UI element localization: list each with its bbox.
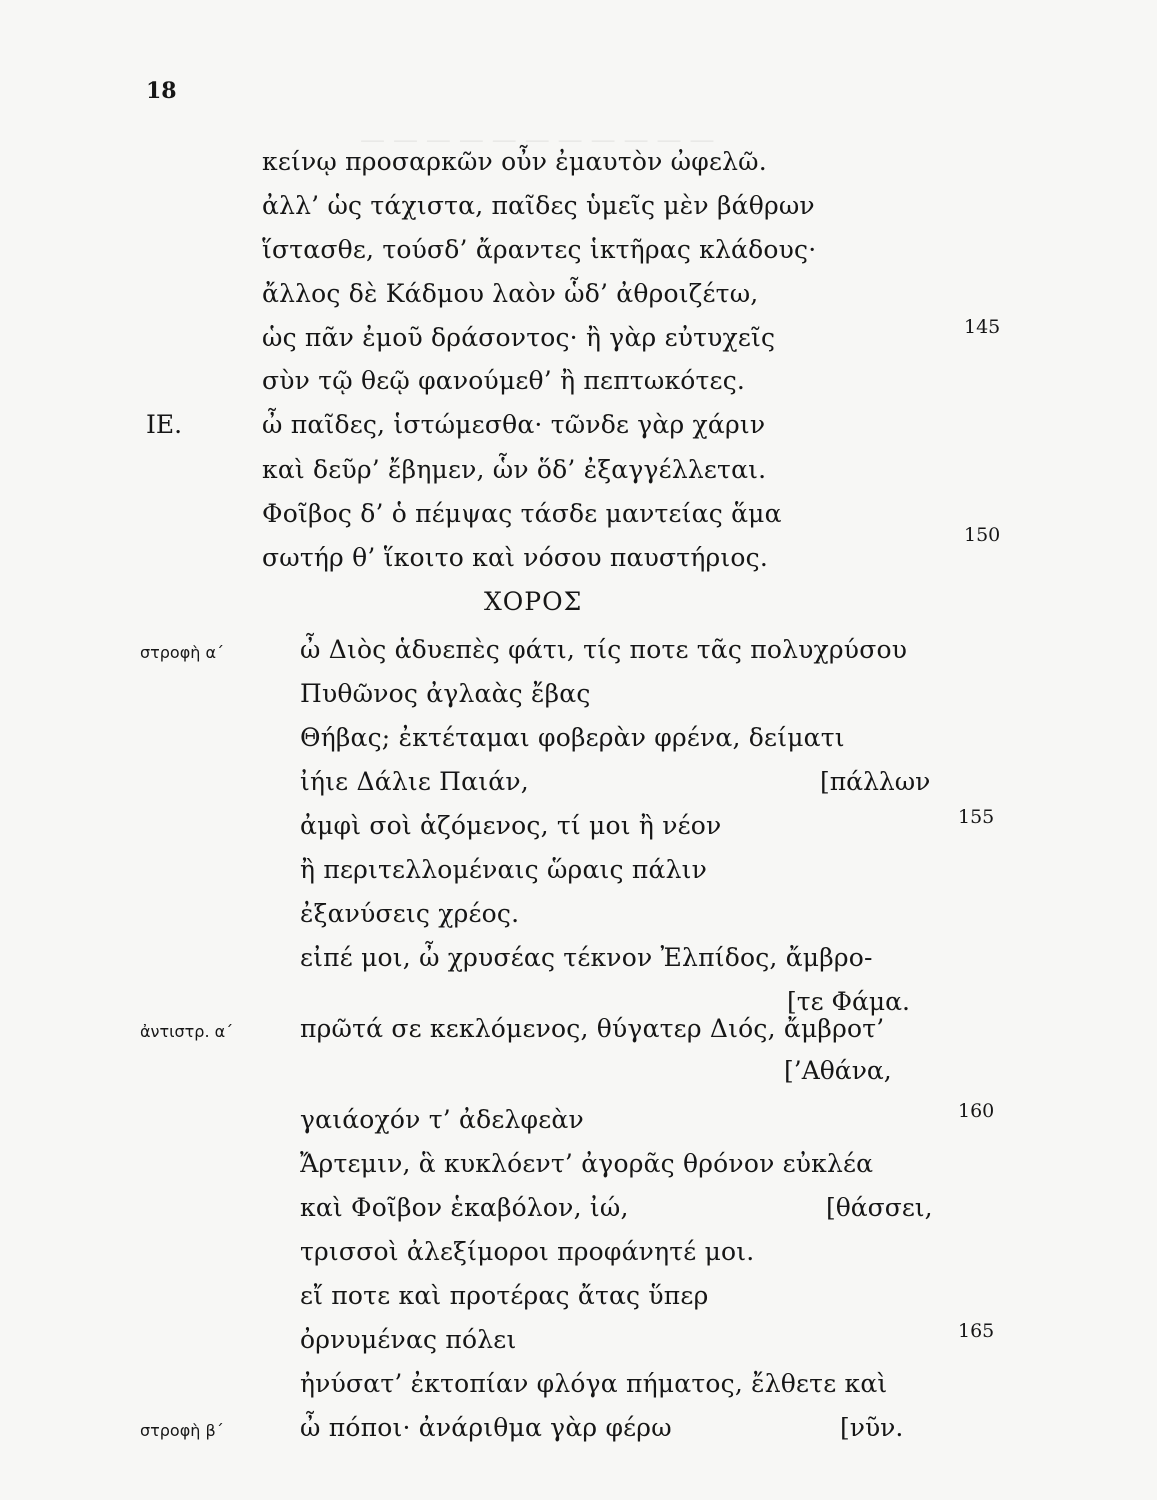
page-number: 18 xyxy=(146,78,177,104)
verse-line: καὶ Φοῖβον ἑκαβόλον, ἰώ, xyxy=(300,1193,629,1222)
verse-line: ἵστασθε, τούσδ’ ἄραντες ἱκτῆρας κλάδους· xyxy=(262,235,817,264)
line-continuation: [πάλλων xyxy=(820,767,931,796)
verse-line: εἰπέ μοι, ὦ χρυσέας τέκνον Ἐλπίδος, ἄμβρο- xyxy=(300,943,873,972)
verse-line: ὦ παῖδες, ἱστώμεσθα· τῶνδε γὰρ χάριν xyxy=(262,410,766,439)
line-continuation: [’Αθάνα, xyxy=(784,1056,892,1085)
line-continuation: [θάσσει, xyxy=(826,1193,933,1222)
verse-line: ἢ περιτελλομέναις ὥραις πάλιν xyxy=(300,855,708,884)
verse-line: σὺν τῷ θεῷ φανούμεθ’ ἢ πεπτωκότες. xyxy=(262,366,746,395)
bleed-through-text: — — — — — — — — — — — xyxy=(360,125,715,154)
verse-line: Θήβας; ἐκτέταμαι φοβερὰν φρένα, δείματι xyxy=(300,723,845,752)
verse-line: Πυθῶνος ἀγλαὰς ἔβας xyxy=(300,679,591,708)
line-number: 165 xyxy=(958,1320,995,1342)
verse-line: τρισσοὶ ἀλεξίμοροι προφάνητέ μοι. xyxy=(300,1237,755,1266)
verse-line: ὡς πᾶν ἐμοῦ δράσοντος· ἢ γὰρ εὐτυχεῖς xyxy=(262,323,776,352)
strophe-label: ἀντιστρ. α΄ xyxy=(140,1022,234,1041)
verse-line: ἄλλος δὲ Κάδμου λαὸν ὧδ’ ἀθροιζέτω, xyxy=(262,279,759,308)
verse-line: ἠνύσατ’ ἐκτοπίαν φλόγα πήματος, ἔλθετε καὶ xyxy=(300,1369,888,1398)
verse-line: Ἄρτεμιν, ἃ κυκλόεντ’ ἀγορᾶς θρόνον εὐκλέα xyxy=(300,1149,874,1178)
chorus-heading: ΧΟΡΟΣ xyxy=(484,587,583,616)
verse-line: Φοῖβος δ’ ὁ πέμψας τάσδε μαντείας ἅμα xyxy=(262,499,782,528)
line-number: 155 xyxy=(958,806,995,828)
verse-line: ἰήιε Δάλιε Παιάν, xyxy=(300,767,529,796)
verse-line: καὶ δεῦρ’ ἔβημεν, ὧν ὅδ’ ἐξαγγέλλεται. xyxy=(262,455,767,484)
strophe-label: στροφὴ β΄ xyxy=(140,1421,224,1440)
verse-line: κείνῳ προσαρκῶν οὖν ἐμαυτὸν ὠφελῶ. xyxy=(262,147,767,176)
line-number: 150 xyxy=(964,524,1001,546)
verse-line: ἀμφὶ σοὶ ἁζόμενος, τί μοι ἢ νέον xyxy=(300,811,722,840)
line-number: 145 xyxy=(964,316,1001,338)
verse-line: πρῶτά σε κεκλόμενος, θύγατερ Διός, ἄμβροτ’ xyxy=(300,1014,885,1043)
verse-line: ἀλλ’ ὡς τάχιστα, παῖδες ὑμεῖς μὲν βάθρων xyxy=(262,191,815,220)
verse-line: εἴ ποτε καὶ προτέρας ἄτας ὕπερ xyxy=(300,1281,709,1310)
line-number: 160 xyxy=(958,1100,995,1122)
verse-line: ὦ πόποι· ἀνάριθμα γὰρ φέρω xyxy=(300,1413,672,1442)
verse-line: γαιάοχόν τ’ ἀδελφεὰν xyxy=(300,1105,584,1134)
line-continuation: [τε Φάμα. xyxy=(787,987,910,1016)
line-continuation: [νῦν. xyxy=(840,1413,904,1442)
verse-line: ἐξανύσεις χρέος. xyxy=(300,899,520,928)
verse-line: σωτήρ θ’ ἵκοιτο καὶ νόσου παυστήριος. xyxy=(262,543,769,572)
strophe-label: στροφὴ α΄ xyxy=(140,643,225,662)
verse-line: ὀρνυμένας πόλει xyxy=(300,1325,517,1354)
verse-line: ὦ Διὸς ἁδυεπὲς φάτι, τίς ποτε τᾶς πολυχρύσου xyxy=(300,635,908,664)
speaker-label: ΙΕ. xyxy=(146,410,183,439)
